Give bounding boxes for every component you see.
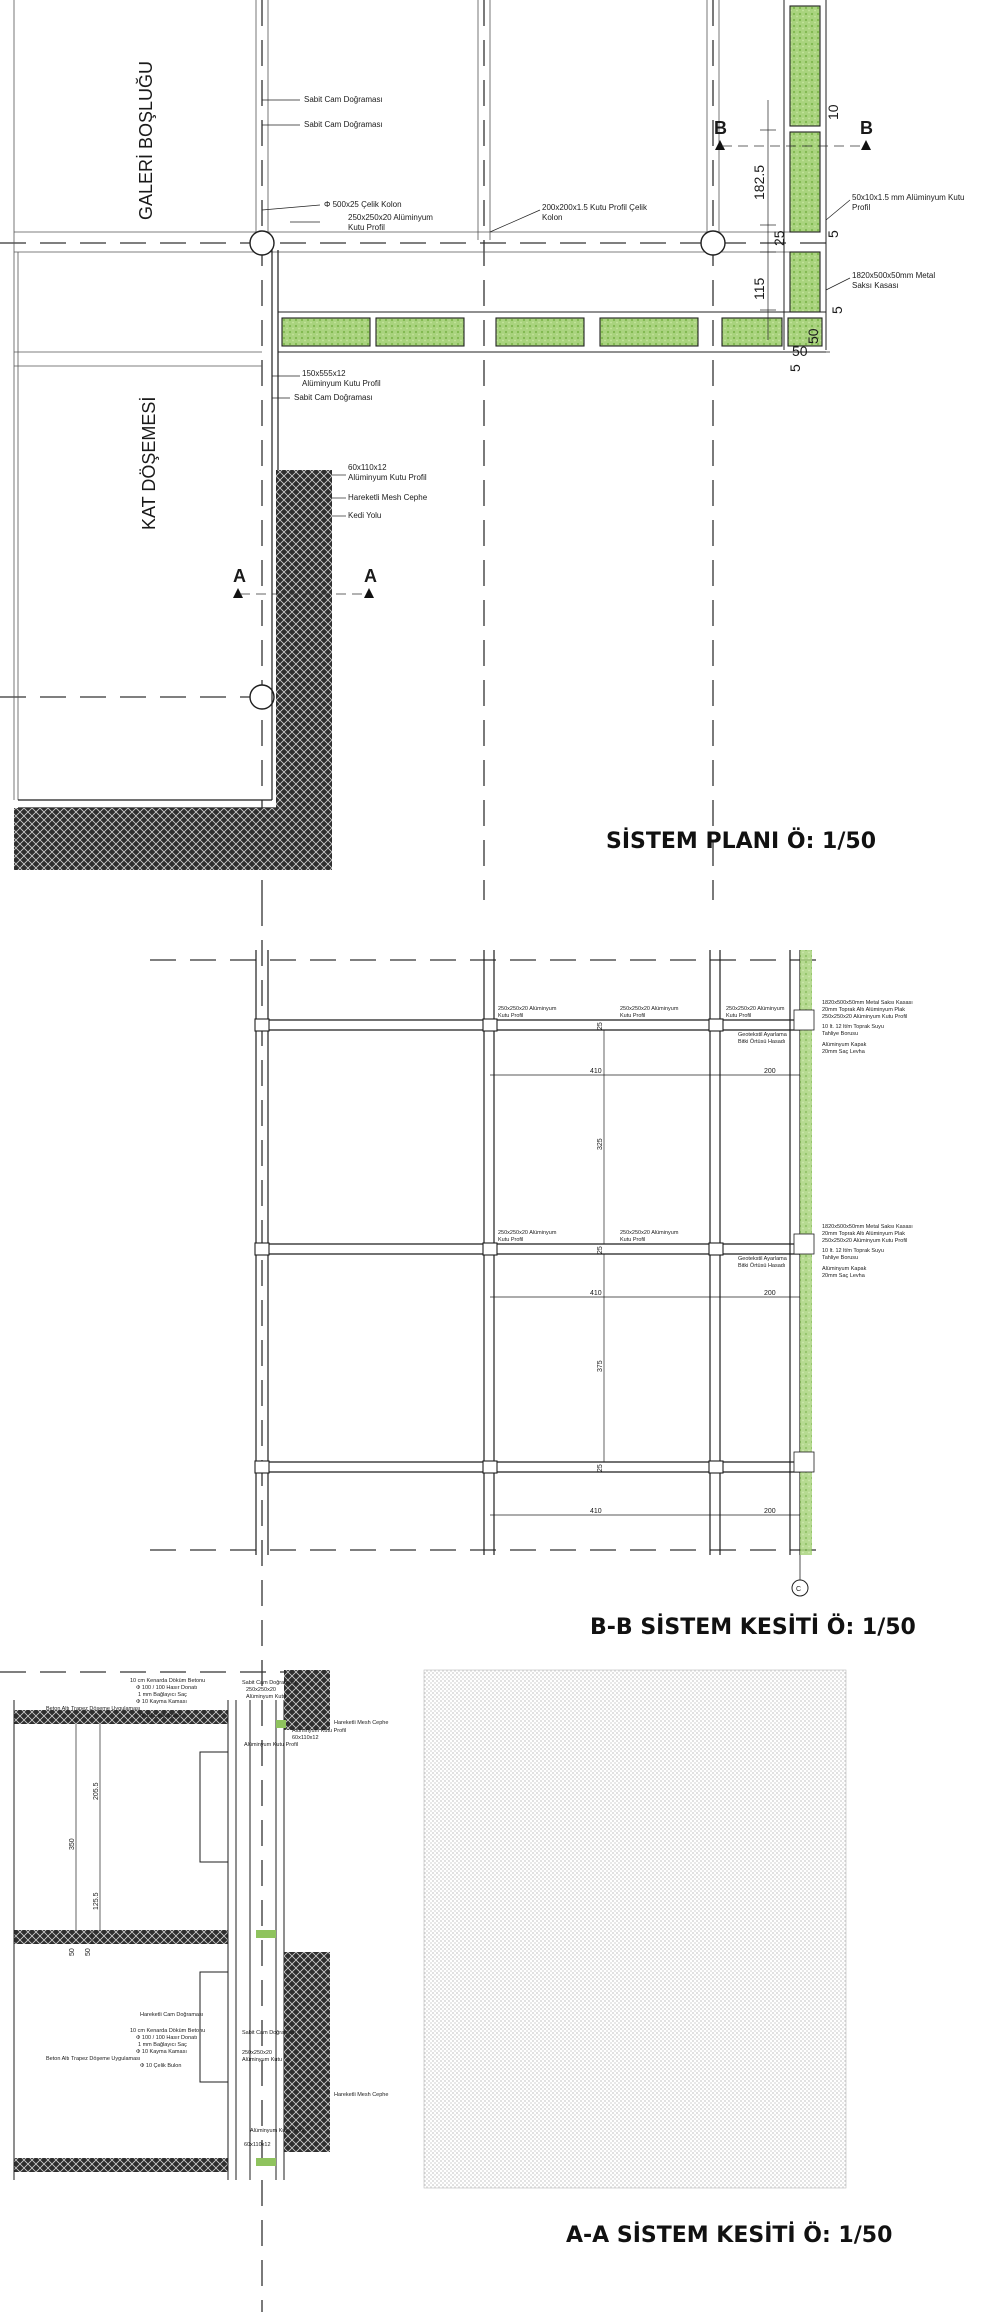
bb-title: B-B SİSTEM KESİTİ Ö: 1/50 bbox=[590, 1615, 916, 1640]
aa-slabs bbox=[14, 1710, 228, 2172]
svg-text:10 lt. 12 lt/m Toprak Suyu: 10 lt. 12 lt/m Toprak Suyu bbox=[822, 1248, 884, 1254]
svg-text:20mm Toprak Altı Alüminyum Pla: 20mm Toprak Altı Alüminyum Plak bbox=[822, 1007, 906, 1013]
note-profile-250-l1: 250x250x20 Alüminyum bbox=[348, 213, 433, 222]
bb-dim-25-1: 25 bbox=[597, 1022, 604, 1030]
aa-mesh-elevation bbox=[424, 1670, 846, 2188]
aa-dim-350: 350 bbox=[69, 1838, 76, 1850]
dim-10: 10 bbox=[825, 104, 841, 120]
svg-text:Φ 10 Çelik Bulon: Φ 10 Çelik Bulon bbox=[140, 1713, 182, 1719]
aa-mesh-lower bbox=[284, 1952, 330, 2152]
note-glazing-3: Sabit Cam Doğraması bbox=[294, 393, 373, 402]
bb-dim-200-2: 200 bbox=[764, 1290, 776, 1297]
note-profile-50-l1: 50x10x1.5 mm Alüminyum Kutu bbox=[852, 193, 965, 202]
bb-note-prof-g: 250x250x20 Alüminyum bbox=[498, 1230, 557, 1236]
bb-dim-410-1: 410 bbox=[590, 1068, 602, 1075]
dim-182: 182.5 bbox=[751, 164, 767, 200]
bb-note-prof-j: Kutu Profil bbox=[620, 1237, 646, 1243]
svg-text:Sabit Cam Doğraması: Sabit Cam Doğraması bbox=[242, 1680, 297, 1686]
svg-text:Φ 100 / 100 Hasır Donatı: Φ 100 / 100 Hasır Donatı bbox=[136, 2035, 198, 2041]
svg-text:Tahliye Borusu: Tahliye Borusu bbox=[822, 1031, 859, 1037]
dim-50a: 50 bbox=[805, 328, 821, 344]
aa-green-1 bbox=[256, 1930, 276, 1938]
section-mark-a-right bbox=[364, 566, 377, 598]
bb-note-prof-h: Kutu Profil bbox=[498, 1237, 524, 1243]
note-profile-60-l1: 60x110x12 bbox=[348, 463, 387, 472]
bb-dim-375: 375 bbox=[597, 1360, 604, 1372]
bb-note-prof-b: Kutu Profil bbox=[498, 1013, 524, 1019]
bb-dim-325: 325 bbox=[597, 1138, 604, 1150]
dim-50b: 50 bbox=[792, 343, 808, 359]
plan-planters-column bbox=[790, 6, 820, 312]
aa-title: A-A SİSTEM KESİTİ Ö: 1/50 bbox=[566, 2223, 893, 2248]
svg-text:B: B bbox=[714, 118, 727, 138]
aa-mesh-upper bbox=[284, 1670, 330, 1730]
svg-text:60x110x12: 60x110x12 bbox=[244, 2142, 271, 2148]
bb-note-prof-c: 250x250x20 Alüminyum bbox=[620, 1006, 679, 1012]
svg-text:Sabit Cam Doğraması: Sabit Cam Doğraması bbox=[242, 2030, 297, 2036]
svg-text:Geotekstil Ayarlama: Geotekstil Ayarlama bbox=[738, 1256, 787, 1262]
note-profile-60-l2: Alüminyum Kutu Profil bbox=[348, 473, 427, 482]
plan-leaders bbox=[262, 100, 850, 516]
section-aa bbox=[0, 1660, 892, 2312]
bb-dim-25-3: 25 bbox=[597, 1464, 604, 1472]
svg-text:250x250x20: 250x250x20 bbox=[242, 2050, 272, 2056]
svg-text:20mm Saç Levha: 20mm Saç Levha bbox=[822, 1049, 865, 1055]
svg-text:20mm Toprak Altı Alüminyum Pla: 20mm Toprak Altı Alüminyum Plak bbox=[822, 1231, 906, 1237]
svg-text:250x250x20 Alüminyum Kutu Prof: 250x250x20 Alüminyum Kutu Profil bbox=[822, 1238, 908, 1244]
svg-text:250x250x20: 250x250x20 bbox=[246, 1687, 276, 1693]
svg-text:Alüminyum Kutu: Alüminyum Kutu bbox=[246, 1694, 287, 1700]
note-planter-l1: 1820x500x50mm Metal bbox=[852, 271, 936, 280]
note-profile-150-l1: 150x555x12 bbox=[302, 369, 346, 378]
section-mark-b-left bbox=[714, 118, 727, 150]
svg-text:Hareketli Mesh Cephe: Hareketli Mesh Cephe bbox=[334, 1720, 389, 1726]
bb-dim-lines bbox=[490, 1030, 800, 1515]
svg-text:Bitki Örtüsü Hasadı: Bitki Örtüsü Hasadı bbox=[738, 1263, 786, 1269]
bb-note-prof-a: 250x250x20 Alüminyum bbox=[498, 1006, 557, 1012]
svg-text:60x110x12: 60x110x12 bbox=[292, 1735, 319, 1741]
bb-dim-410-2: 410 bbox=[590, 1290, 602, 1297]
svg-text:1820x500x50mm Metal Saksı Kasa: 1820x500x50mm Metal Saksı Kasası bbox=[822, 1224, 913, 1230]
svg-text:Beton Altı Trapez Döşeme Uygul: Beton Altı Trapez Döşeme Uygulaması bbox=[46, 1706, 141, 1712]
mesh-facade-horizontal bbox=[14, 808, 332, 870]
bb-dim-25-2: 25 bbox=[597, 1246, 604, 1254]
aa-notes-lower bbox=[46, 2012, 388, 2148]
bb-dim-410-3: 410 bbox=[590, 1508, 602, 1515]
svg-text:B: B bbox=[860, 118, 873, 138]
dim-5b: 5 bbox=[829, 306, 845, 314]
note-catwalk: Kedi Yolu bbox=[348, 511, 382, 520]
floor-slab-label: KAT DÖŞEMESİ bbox=[139, 396, 159, 530]
svg-text:Φ 10 Kayma Kaması: Φ 10 Kayma Kaması bbox=[136, 2049, 187, 2055]
aa-green-3 bbox=[276, 1720, 286, 1728]
bb-note-prof-i: 250x250x20 Alüminyum bbox=[620, 1230, 679, 1236]
note-profile-150-l2: Alüminyum Kutu Profil bbox=[302, 379, 381, 388]
svg-text:Tahliye Borusu: Tahliye Borusu bbox=[822, 1255, 859, 1261]
bb-dim-200-1: 200 bbox=[764, 1068, 776, 1075]
dim-5c: 5 bbox=[787, 364, 803, 372]
svg-text:A: A bbox=[233, 566, 246, 586]
svg-text:Alüminyum Kapak: Alüminyum Kapak bbox=[822, 1042, 867, 1048]
note-profile-200-l1: 200x200x1.5 Kutu Profil Çelik bbox=[542, 203, 647, 212]
aa-green-2 bbox=[256, 2158, 276, 2166]
dim-5a: 5 bbox=[825, 230, 841, 238]
aa-grid-axes bbox=[0, 1660, 290, 2312]
svg-text:Bitki Örtüsü Hasadı: Bitki Örtüsü Hasadı bbox=[738, 1039, 786, 1045]
aa-dim-205: 205.5 bbox=[93, 1782, 100, 1800]
aa-dim-50: 50 bbox=[69, 1948, 76, 1956]
note-glazing-2: Sabit Cam Doğraması bbox=[304, 120, 383, 129]
svg-text:Φ 10 Kayma Kaması: Φ 10 Kayma Kaması bbox=[136, 1699, 187, 1705]
bb-joints bbox=[255, 1019, 723, 1473]
note-column: Φ 500x25 Çelik Kolon bbox=[324, 200, 402, 209]
svg-text:1 mm Bağlayıcı Saç: 1 mm Bağlayıcı Saç bbox=[138, 1692, 187, 1698]
svg-text:250x250x20 Alüminyum Kutu Prof: 250x250x20 Alüminyum Kutu Profil bbox=[822, 1014, 908, 1020]
section-mark-a-left bbox=[233, 566, 246, 598]
svg-text:20mm Saç Levha: 20mm Saç Levha bbox=[822, 1273, 865, 1279]
note-mesh: Hareketli Mesh Cephe bbox=[348, 493, 428, 502]
aa-dim-125: 125.5 bbox=[93, 1892, 100, 1910]
svg-text:Alüminyum Kutu: Alüminyum Kutu bbox=[242, 2057, 283, 2063]
svg-text:Geotekstil Ayarlama: Geotekstil Ayarlama bbox=[738, 1032, 787, 1038]
bb-dim-200-3: 200 bbox=[764, 1508, 776, 1515]
plan-planters-row bbox=[282, 318, 822, 346]
aa-dim-50b: 50 bbox=[85, 1948, 92, 1956]
svg-text:10 cm Kenarda Döküm Betonu: 10 cm Kenarda Döküm Betonu bbox=[130, 1678, 206, 1684]
plan-title: SİSTEM PLANI Ö: 1/50 bbox=[606, 829, 877, 854]
svg-text:Alüminyum Kutu Profil: Alüminyum Kutu Profil bbox=[292, 1728, 347, 1734]
svg-text:10 cm Kenarda Döküm Betonu: 10 cm Kenarda Döküm Betonu bbox=[130, 2028, 206, 2034]
note-glazing-1: Sabit Cam Doğraması bbox=[304, 95, 383, 104]
plan-grid-axes bbox=[0, 0, 835, 900]
svg-text:Hareketli Mesh Cephe: Hareketli Mesh Cephe bbox=[334, 2092, 389, 2098]
note-planter-l2: Saksı Kasası bbox=[852, 281, 899, 290]
bb-note-prof-e: 250x250x20 Alüminyum bbox=[726, 1006, 785, 1012]
svg-text:1 mm Bağlayıcı Saç: 1 mm Bağlayıcı Saç bbox=[138, 2042, 187, 2048]
bb-note-prof-d: Kutu Profil bbox=[620, 1013, 646, 1019]
note-profile-200-l2: Kolon bbox=[542, 213, 563, 222]
svg-text:1820x500x50mm Metal Saksı Kasa: 1820x500x50mm Metal Saksı Kasası bbox=[822, 1000, 913, 1006]
svg-text:Hareketli Cam Doğraması: Hareketli Cam Doğraması bbox=[140, 2012, 204, 2018]
svg-text:Beton Altı Trapez Döşeme Uygul: Beton Altı Trapez Döşeme Uygulaması bbox=[46, 2056, 141, 2062]
svg-text:Alüminyum Kapak: Alüminyum Kapak bbox=[822, 1266, 867, 1272]
note-profile-50-l2: Profil bbox=[852, 203, 871, 212]
section-mark-b-right bbox=[860, 118, 873, 150]
dim-25: 25 bbox=[771, 230, 787, 246]
svg-text:Φ 10 Çelik Bulon: Φ 10 Çelik Bulon bbox=[140, 2063, 182, 2069]
aa-dim-lines bbox=[76, 1724, 100, 1944]
bb-right-notes bbox=[738, 1000, 913, 1279]
section-bb bbox=[150, 900, 916, 1660]
bb-note-prof-f: Kutu Profil bbox=[726, 1013, 752, 1019]
svg-text:Φ 100 / 100 Hasır Donatı: Φ 100 / 100 Hasır Donatı bbox=[136, 1685, 198, 1691]
bb-axis-marker bbox=[792, 1555, 808, 1596]
note-profile-250-l2: Kutu Profil bbox=[348, 223, 385, 232]
plan-view bbox=[0, 0, 965, 900]
svg-text:A: A bbox=[364, 566, 377, 586]
gallery-void-label: GALERİ BOŞLUĞU bbox=[136, 60, 156, 220]
svg-text:Alüminyum Kutu Profil: Alüminyum Kutu Profil bbox=[244, 1742, 299, 1748]
svg-text:10 lt. 12 lt/m Toprak Suyu: 10 lt. 12 lt/m Toprak Suyu bbox=[822, 1024, 884, 1030]
svg-text:Alüminyum Kutu Profil: Alüminyum Kutu Profil bbox=[250, 2128, 305, 2134]
dim-115: 115 bbox=[751, 277, 767, 300]
svg-text:C: C bbox=[796, 1586, 802, 1593]
